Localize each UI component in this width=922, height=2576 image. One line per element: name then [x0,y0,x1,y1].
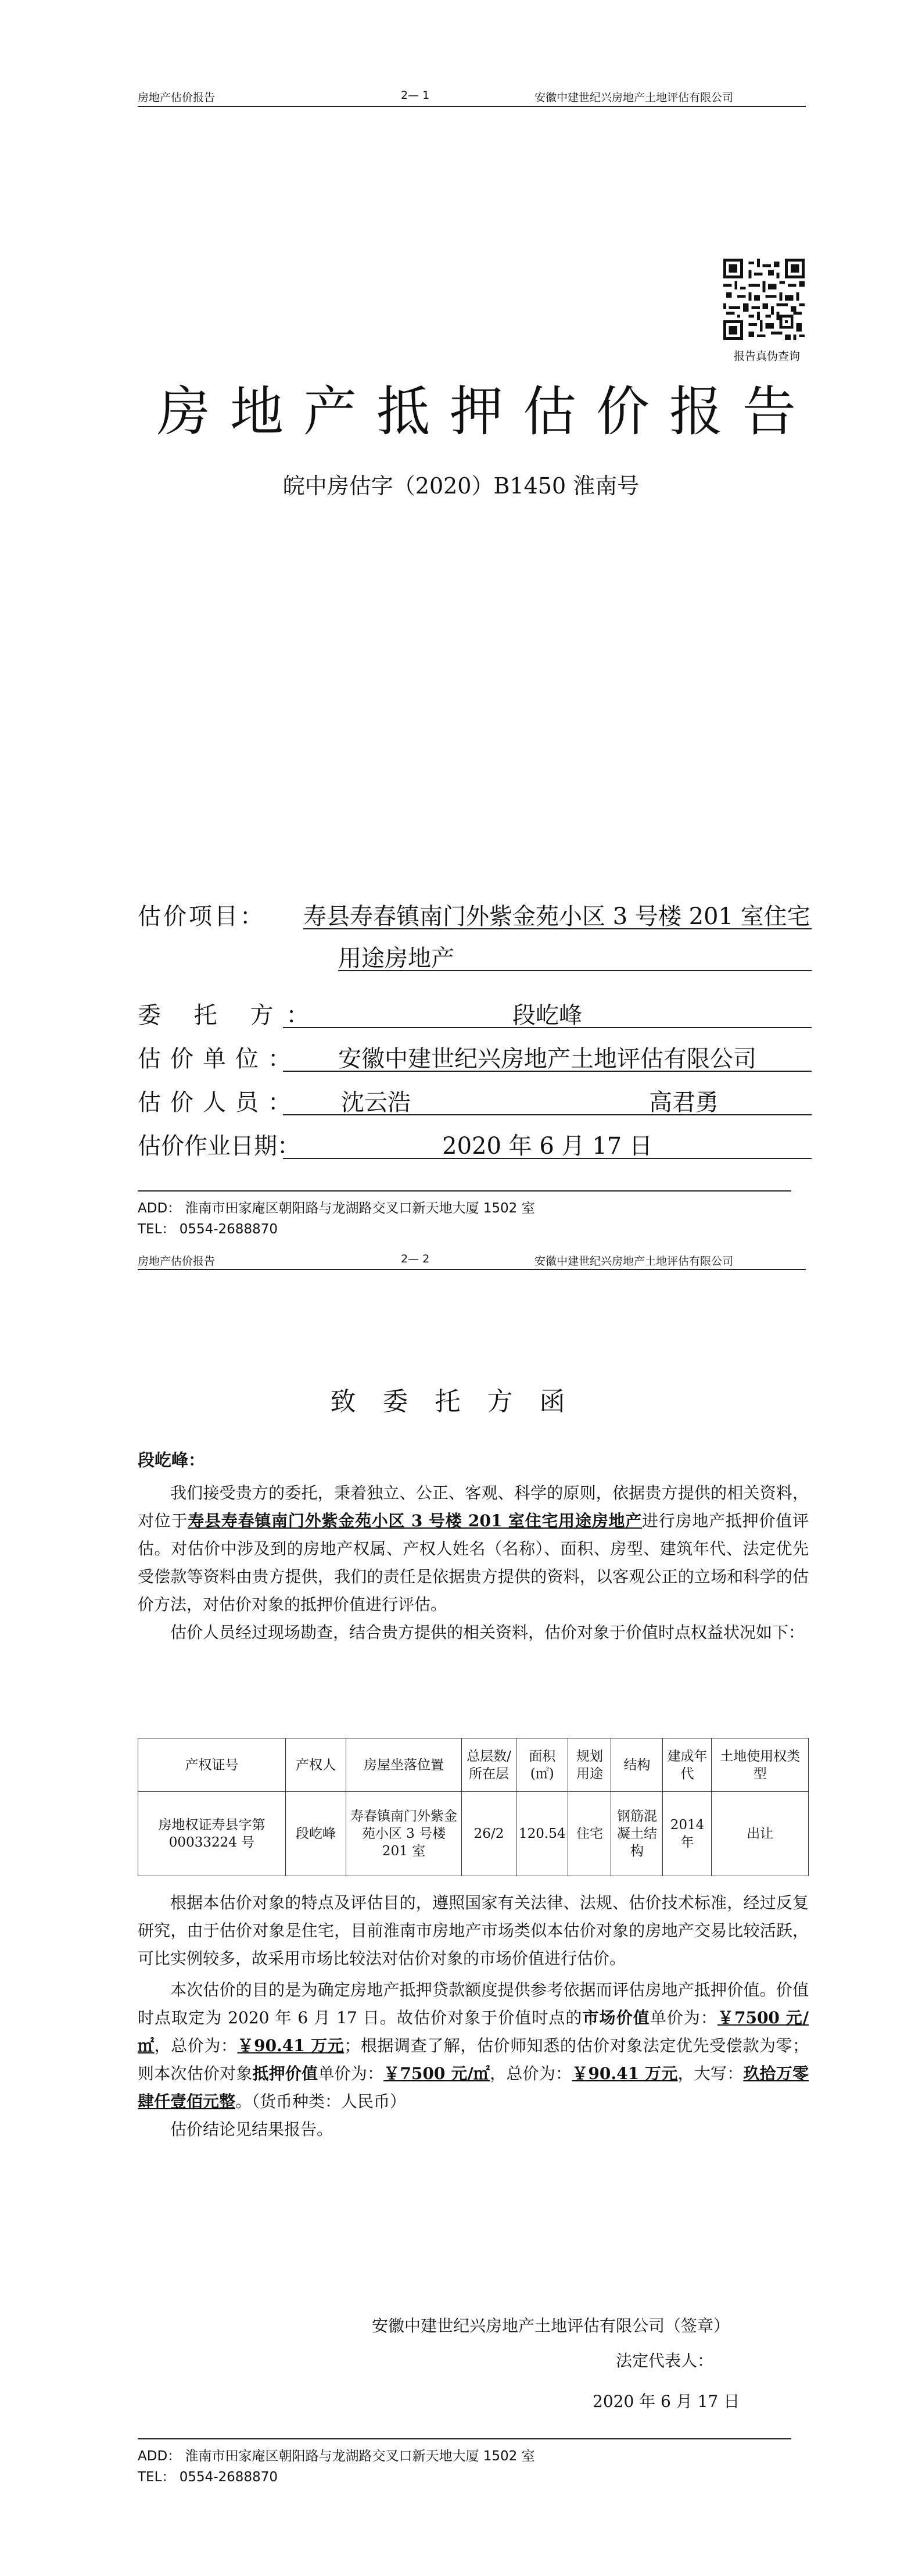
paragraph-method: 根据本估价对象的特点及评估目的，遵照国家有关法律、法规、估价技术标准，经过反复研究，由于估价对象是住宅，目前淮南市房地产市场类似本估价对象的房地产交易比较活跃，可比实例较多，故采用市场比较法对估价对象的市场价值进行估价。 [138,1893,809,1968]
market-total-price: ￥90.41 万元 [237,2036,345,2055]
header-left: 房地产估价报告 [138,1255,216,1268]
header-rule [138,1269,806,1270]
mortgage-unit-price: ￥7500 元/㎡ [383,2064,490,2083]
appraisers-label: 估价人员： [138,1089,300,1116]
col-year: 建成年代 [663,1738,712,1792]
footer-tel: TEL： 0554-2688870 [138,2470,278,2485]
document-number: 皖中房估字（2020）B1450 淮南号 [282,473,640,499]
header-company: 安徽中建世纪兴房地产土地评估有限公司 [534,1255,734,1268]
appraiser-2: 高君勇 [649,1089,719,1116]
header-company: 安徽中建世纪兴房地产土地评估有限公司 [534,91,734,104]
market-unit-price: ￥7500 元/㎡ [138,2008,809,2055]
field-client [138,997,812,1032]
col-owner: 产权人 [286,1738,346,1792]
footer-address: ADD： 淮南市田家庵区朝阳路与龙湖路交叉口新天地大厦 1502 室 [138,1201,535,1216]
field-appraisers [138,1084,812,1119]
paragraph-conclusion: 估价结论见结果报告。 [170,2120,333,2139]
header-page-number: 2— 2 [401,1253,430,1265]
col-land-type: 土地使用权类型 [712,1738,809,1792]
legal-representative: 法定代表人： [616,2351,714,2370]
field-project-cont [138,940,812,975]
footer-rule [138,2438,791,2439]
col-location: 房屋坐落位置 [346,1738,462,1792]
paragraph-intro: 我们接受贵方的委托，秉着独立、公正、客观、科学的原则，依据贵方提供的相关资料，对位于寿县寿春镇南门外紫金苑小区 3 号楼 201 室住宅用途房地产进行房地产抵押价值评估。对估价中涉及到的房地产权属、产权人姓名（名称）、面积、房型、建筑年代、法定优先受偿款等资料由贵方提供，我们的责任是依据贵方提供的资料，以客观公正的立场和科学的估价方法，对估价对象的抵押价值进行评估。 估价人员经过现场勘查，结合贵方提供的相关资料，估价对象于价值时点权益状况如下： [138,1479,809,1647]
header-page-number: 2— 1 [401,89,430,102]
header-left: 房地产估价报告 [138,91,216,104]
report-title: 房地产抵押估价报告 [157,381,816,443]
footer-tel: TEL： 0554-2688870 [138,1222,278,1237]
qr-caption: 报告真伪查询 [733,350,800,363]
footer-address: ADD： 淮南市田家庵区朝阳路与龙湖路交叉口新天地大厦 1502 室 [138,2449,535,2464]
organization-label: 估价单位： [138,1046,300,1072]
project-value-line1: 寿县寿春镇南门外紫金苑小区 3 号楼 201 室住宅 [303,903,810,930]
col-structure: 结构 [611,1738,663,1792]
salutation: 段屹峰： [138,1450,206,1470]
mortgage-total-price: ￥90.41 万元 [572,2064,678,2083]
project-label: 估价项目： [138,903,266,930]
col-use: 规划用途 [568,1738,611,1792]
col-cert-no: 产权证号 [138,1738,286,1792]
footer-rule [138,1190,791,1192]
col-floors: 总层数/所在层 [462,1738,516,1792]
field-project [138,898,812,933]
amount-in-words: 玖拾万零肆仟壹佰元整 [138,2064,809,2111]
client-value: 段屹峰 [512,1002,582,1029]
header-rule [138,106,806,107]
appraiser-1: 沈云浩 [341,1089,411,1116]
paragraph-survey: 估价人员经过现场勘查，结合贵方提供的相关资料，估价对象于价值时点权益状况如下： [170,1623,805,1642]
qr-code-icon[interactable] [723,259,805,340]
paragraph-valuation: 本次估价的目的是为确定房地产抵押贷款额度提供参考依据而评估房地产抵押价值。价值时点取定为 2020 年 6 月 17 日。故估价对象于价值时点的市场价值单价为：￥7500 元/㎡，总价为：￥90.41 万元；根据调查了解，估价师知悉的估价对象法定优先受偿款为零；则本次估价对象抵押价值单价为：￥7500 元/㎡，总价为：￥90.41 万元，大写：玖拾万零肆仟壹佰元整。（货币种类：人民币） 估价结论见结果报告。 [138,1976,809,2144]
letter-title: 致委托方函 [330,1387,592,1416]
field-organization [138,1040,812,1075]
field-date [138,1128,812,1162]
signature-date: 2020 年 6 月 17 日 [593,2392,740,2411]
date-value: 2020 年 6 月 17 日 [442,1133,652,1160]
project-value-line2: 用途房地产 [338,945,454,972]
col-area: 面积(㎡) [516,1738,568,1792]
date-label: 估价作业日期： [138,1133,300,1160]
property-table [138,1738,809,1876]
property-address: 寿县寿春镇南门外紫金苑小区 3 号楼 201 室住宅用途房地产 [188,1511,643,1530]
organization-value: 安徽中建世纪兴房地产土地评估有限公司 [338,1046,756,1072]
table-row: 房地权证寿县字第 00033224 号 段屹峰 寿春镇南门外紫金苑小区 3 号楼 201 室 26/2 120.54 住宅 钢筋混凝土结构 2014 年 出让 [138,1792,809,1876]
client-label: 委 托 方： [138,1002,322,1029]
signature-company: 安徽中建世纪兴房地产土地评估有限公司（签章） [372,2316,730,2335]
